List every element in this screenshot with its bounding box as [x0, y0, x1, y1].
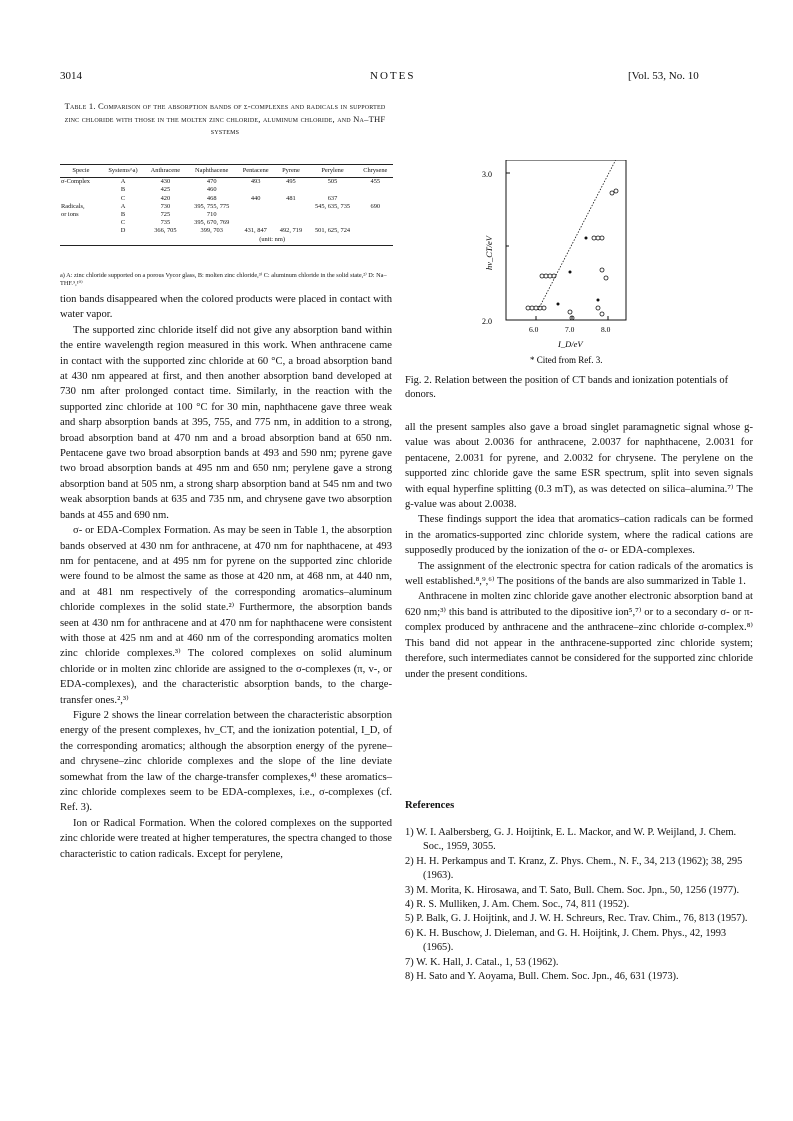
- data-point: [568, 310, 572, 314]
- data-point: [542, 306, 546, 310]
- table-cell: 735: [160, 219, 171, 227]
- data-point: [534, 306, 538, 310]
- table-cell: 545, 635, 735: [314, 202, 351, 210]
- table-caption: Table 1. Comparison of the absorption bands of σ-complexes and radicals in supported zinc chloride with those in the molten zinc chloride, aluminum chloride, and Na–THF systems: [64, 101, 386, 136]
- paragraph: These findings support the idea that aromatics–cation radicals can be formed in the aromatics-supported zinc chloride system, where the radical cations are supposedly produced by the ionization of the σ- or EDA-complexes.: [405, 514, 753, 557]
- table-cell: [237, 211, 275, 219]
- table-cell: [275, 203, 308, 211]
- table-cell: or ions: [61, 211, 79, 219]
- table-cell: [275, 219, 308, 227]
- paragraph: tion bands disappeared when the colored products were placed in contact with water vapor.: [60, 294, 392, 321]
- paragraph: σ- or EDA-Complex Formation. As may be seen in Table 1, the absorption bands observed at 430 nm for anthracene, at 470 nm for naphthacene, at 493 nm for pentacene, and at 495 nm for pyrene on the supported zinc chloride were found to be almost the same as those at 420 nm, at 468 nm, at 440 nm, and at 481 nm respectively of the corresponding aromatics–aluminum chloride complexes in the solid state.²⁾ Furthermore, the absorption bands seen at 430 nm for anthracene and at 470 nm for naphthacene were consistent with those at 425 nm and at 460 nm of the corresponding aromatics molten zinc chloride complexes.³⁾ The colored complexes on solid aluminum chloride or in molten zinc chloride are assigned to the σ-complexes (π, v-, or EDA-complexes), and the characteristic absorption bands, to the charge-transfer ones.²,³⁾: [60, 525, 392, 706]
- table-row: [60, 178, 393, 187]
- data-point: [526, 306, 530, 310]
- table-cell: [237, 203, 275, 211]
- table-cell: [358, 195, 393, 203]
- table-cell: [275, 186, 308, 194]
- references-heading: References: [405, 800, 455, 811]
- data-point: [600, 236, 604, 240]
- table-cell: [275, 211, 308, 219]
- table-cell: 690: [370, 202, 381, 210]
- table-cell: [307, 219, 357, 227]
- table-cell: 493: [250, 178, 261, 186]
- table-cell: A: [120, 178, 126, 186]
- reference-item: 6) K. H. Buschow, J. Dieleman, and G. H. Hoijtink, J. Chem. Phys., 42, 1993 (1965).: [405, 927, 727, 954]
- table-cell: B: [120, 186, 126, 194]
- paragraph: Ion or Radical Formation. When the colored complexes on the supported zinc chloride were treated at higher temperatures, the spectra changed to those characteristic to cation radicals. Except for perylene,: [60, 817, 392, 860]
- reference-item: 7) W. K. Hall, J. Catal., 1, 53 (1962).: [405, 956, 559, 968]
- table-header-cell: Systems^a): [102, 165, 144, 178]
- table-header-cell: Perylene: [307, 165, 357, 178]
- table-cell: [358, 219, 393, 227]
- y-tick-label: 2.0: [482, 317, 492, 326]
- data-point: [596, 236, 600, 240]
- page-number: 3014: [60, 70, 82, 82]
- data-point: [604, 276, 608, 280]
- paragraph: Anthracene in molten zinc chloride gave another electronic absorption band at 620 nm;³⁾ this band is attributed to the dipositive ion⁵,⁷⁾ or to a secondary σ- or π-complex produced by anthracene and the anthracene–zinc chloride σ-complex.⁸⁾ This band did not appear in the anthracene-supported zinc chloride system; therefore, such intermediates cannot be considered for the supported zinc chloride under the present conditions.: [405, 591, 753, 680]
- figure-2-plot: [478, 160, 658, 380]
- data-point: [530, 306, 534, 310]
- table-cell: 637: [327, 194, 338, 202]
- reference-item: 3) M. Morita, K. Hirosawa, and T. Sato, Bull. Chem. Soc. Jpn., 50, 1256 (1977).: [405, 884, 740, 896]
- table-cell: 495: [286, 178, 296, 186]
- table-cell: 420: [160, 194, 171, 202]
- table-row: [60, 211, 393, 219]
- data-point: [614, 189, 618, 193]
- table-cell: D: [120, 227, 126, 235]
- data-point: [540, 274, 544, 278]
- table-row: [60, 227, 393, 235]
- table-row: [60, 219, 393, 227]
- table-cell: 492, 719: [279, 227, 303, 235]
- data-dots: [557, 237, 600, 306]
- data-point: [548, 274, 552, 278]
- table-cell: C: [120, 194, 126, 202]
- fit-line: [538, 160, 626, 310]
- table-cell: C: [120, 219, 126, 227]
- reference-item: 2) H. H. Perkampus and T. Kranz, Z. Phys. Chem., N. F., 34, 213 (1962); 38, 295 (1963).: [405, 855, 743, 882]
- reference-item: 5) P. Balk, G. J. Hoijtink, and J. W. H. Schreurs, Rec. Trav. Chim., 76, 813 (1957).: [405, 913, 748, 925]
- table-cell: [237, 219, 275, 227]
- data-point: [600, 312, 604, 316]
- table-cell: [358, 186, 393, 194]
- data-dot: [585, 237, 588, 240]
- table-cell: 710: [206, 211, 217, 219]
- y-axis-label: hν_CT/eV: [484, 236, 494, 270]
- table-header-row: [60, 165, 393, 178]
- table-cell: 468: [206, 194, 217, 202]
- table-row: [60, 186, 393, 194]
- data-point: [600, 268, 604, 272]
- table-cell: A: [120, 202, 126, 210]
- figure-caption: Fig. 2. Relation between the position of CT bands and ionization potentials of donors.: [405, 375, 729, 400]
- left-column: [60, 292, 392, 862]
- table-footnote: a) A: zinc chloride supported on a porous Vycor glass, B: molten zinc chloride,³⁾ C: aluminum chloride in the solid state,²⁾ D: Na–THF.⁹,¹⁰⁾: [60, 272, 387, 288]
- table-header-cell: Naphthacene: [187, 165, 237, 178]
- table-cell: 725: [160, 211, 171, 219]
- table-cell: [237, 186, 275, 194]
- table-cell: [60, 219, 102, 227]
- table-cell: 501, 625, 724: [314, 227, 351, 235]
- table-cell: 481: [286, 194, 296, 202]
- table-cell: 425: [160, 186, 171, 194]
- data-dot: [569, 271, 572, 274]
- reference-item: 1) W. I. Aalbersberg, G. J. Hoijtink, E. L. Mackor, and W. P. Weijland, J. Chem. Soc., 1959, 3055.: [405, 827, 737, 853]
- table-cell: 730: [160, 202, 171, 210]
- paragraph: The assignment of the electronic spectra for cation radicals of the aromatics is well established.⁸,⁹,⁶⁾ The positions of the bands are also summarized in Table 1.: [405, 560, 753, 588]
- table-header-cell: Pyrene: [275, 165, 308, 178]
- table-cell: 505: [327, 178, 338, 186]
- table-cell: [60, 195, 102, 203]
- table-header-cell: Chrysene: [358, 165, 393, 178]
- table-unit-row: [60, 236, 393, 246]
- references-list: [405, 826, 753, 984]
- table-unit: (unit: nm): [237, 236, 308, 246]
- data-point: [592, 236, 596, 240]
- data-markers: [526, 189, 618, 320]
- table-cell: [358, 227, 393, 235]
- paragraph: all the present samples also gave a broad singlet paramagnetic signal whose g-value was about 2.0036 for anthracene, 2.0037 for naphthacene, 2.0031 for pentacene, 2.0031 for pyrene, and 2.0032 for chrysene. The perylene on the supported zinc chloride gave the same ESR spectrum, split into seven signals with equal hyperfine splitting (0.3 mT), as was detected on silica–alumina.⁷⁾ The g-value was about 2.0038.: [405, 422, 753, 511]
- reference-item: 4) R. S. Mulliken, J. Am. Chem. Soc., 74, 811 (1952).: [405, 899, 630, 911]
- table-header-cell: Anthracene: [144, 165, 186, 178]
- x-tick-label: 8.0: [601, 325, 611, 334]
- reference-item: 8) H. Sato and Y. Aoyama, Bull. Chem. Soc. Jpn., 46, 631 (1973).: [405, 971, 679, 983]
- table-cell: [307, 211, 357, 219]
- figure-footnote: * Cited from Ref. 3.: [530, 355, 603, 365]
- data-point: [610, 191, 614, 195]
- data-point: [596, 306, 600, 310]
- table-cell: 395, 670, 769: [194, 219, 230, 227]
- data-point: [552, 274, 556, 278]
- table-cell: 460: [206, 186, 217, 194]
- volume-info: [Vol. 53, No. 10: [628, 70, 699, 82]
- table-cell: 399, 703: [200, 227, 223, 235]
- table-header-cell: Pentacene: [237, 165, 275, 178]
- y-tick-label: 3.0: [482, 170, 492, 179]
- table-cell: 470: [206, 178, 217, 186]
- table-row: [60, 195, 393, 203]
- x-axis-label: I_D/eV: [558, 339, 583, 349]
- paragraph: The supported zinc chloride itself did not give any absorption band within the entire wavelength region measured in this work. When anthracene came in contact with the supported zinc chloride at 60 °C, a broad absorption band at 430 nm appeared at first, and then another absorption band developed at 730 nm after prolonged contact time. Similarly, in the reaction with the supported zinc chloride at 100 °C for 30 min, naphthacene gave three weak and sharp absorption bands at 395, 755, and 775 nm, in addition to a strong, broad absorption band at 470 nm and a broad absorption band at 650 nm. Pentacene gave two broad absorption bands at 493 and 590 nm; pyrene gave two broad absorption bands at 495 nm and 650 nm; perylene gave a strong absorption band at 505 nm, a strong sharp absorption band at 545 nm and two weak absorption bands at 635 and 735 nm, and chrysene gave two absorption bands at 455 and 690 nm.: [60, 324, 392, 521]
- table-row: [60, 203, 393, 211]
- data-point: [544, 274, 548, 278]
- table-cell: 431, 847: [244, 227, 267, 235]
- table-cell: 440: [250, 194, 261, 202]
- table-cell: 455: [370, 178, 381, 186]
- table-header-cell: Specie: [60, 165, 102, 178]
- table-cell: [358, 211, 393, 219]
- table-cell: [307, 186, 357, 194]
- running-head: NOTES: [370, 70, 416, 82]
- data-dot: [557, 303, 560, 306]
- data-dot: [597, 299, 600, 302]
- right-column: [405, 420, 753, 682]
- table-cell: 395, 755, 775: [194, 202, 230, 210]
- table-cell: σ-Complex: [61, 178, 91, 186]
- plot-frame: [506, 160, 626, 320]
- table-cell: [60, 227, 102, 235]
- x-tick-label: 6.0: [529, 325, 539, 334]
- absorption-table: [60, 164, 393, 246]
- x-tick-label: 7.0: [565, 325, 575, 334]
- table-cell: Radicals,: [61, 202, 85, 210]
- paragraph: Figure 2 shows the linear correlation between the characteristic absorption energy of the present complexes, hν_CT, and the ionization potential, I_D, of the corresponding aromatics; although the absorption energy of the pyrene– and chrysene–zinc chloride complexes and the slope of the line deviate somewhat from the law of the charge-transfer complexes,⁴⁾ these aromatics–zinc chloride complexes seem to be EDA-complexes, i.e., σ-complexes (cf. Ref. 3).: [60, 709, 392, 814]
- table-cell: [60, 186, 102, 194]
- table-cell: 366, 705: [154, 227, 177, 235]
- table-cell: 430: [160, 178, 171, 186]
- table-cell: B: [120, 211, 126, 219]
